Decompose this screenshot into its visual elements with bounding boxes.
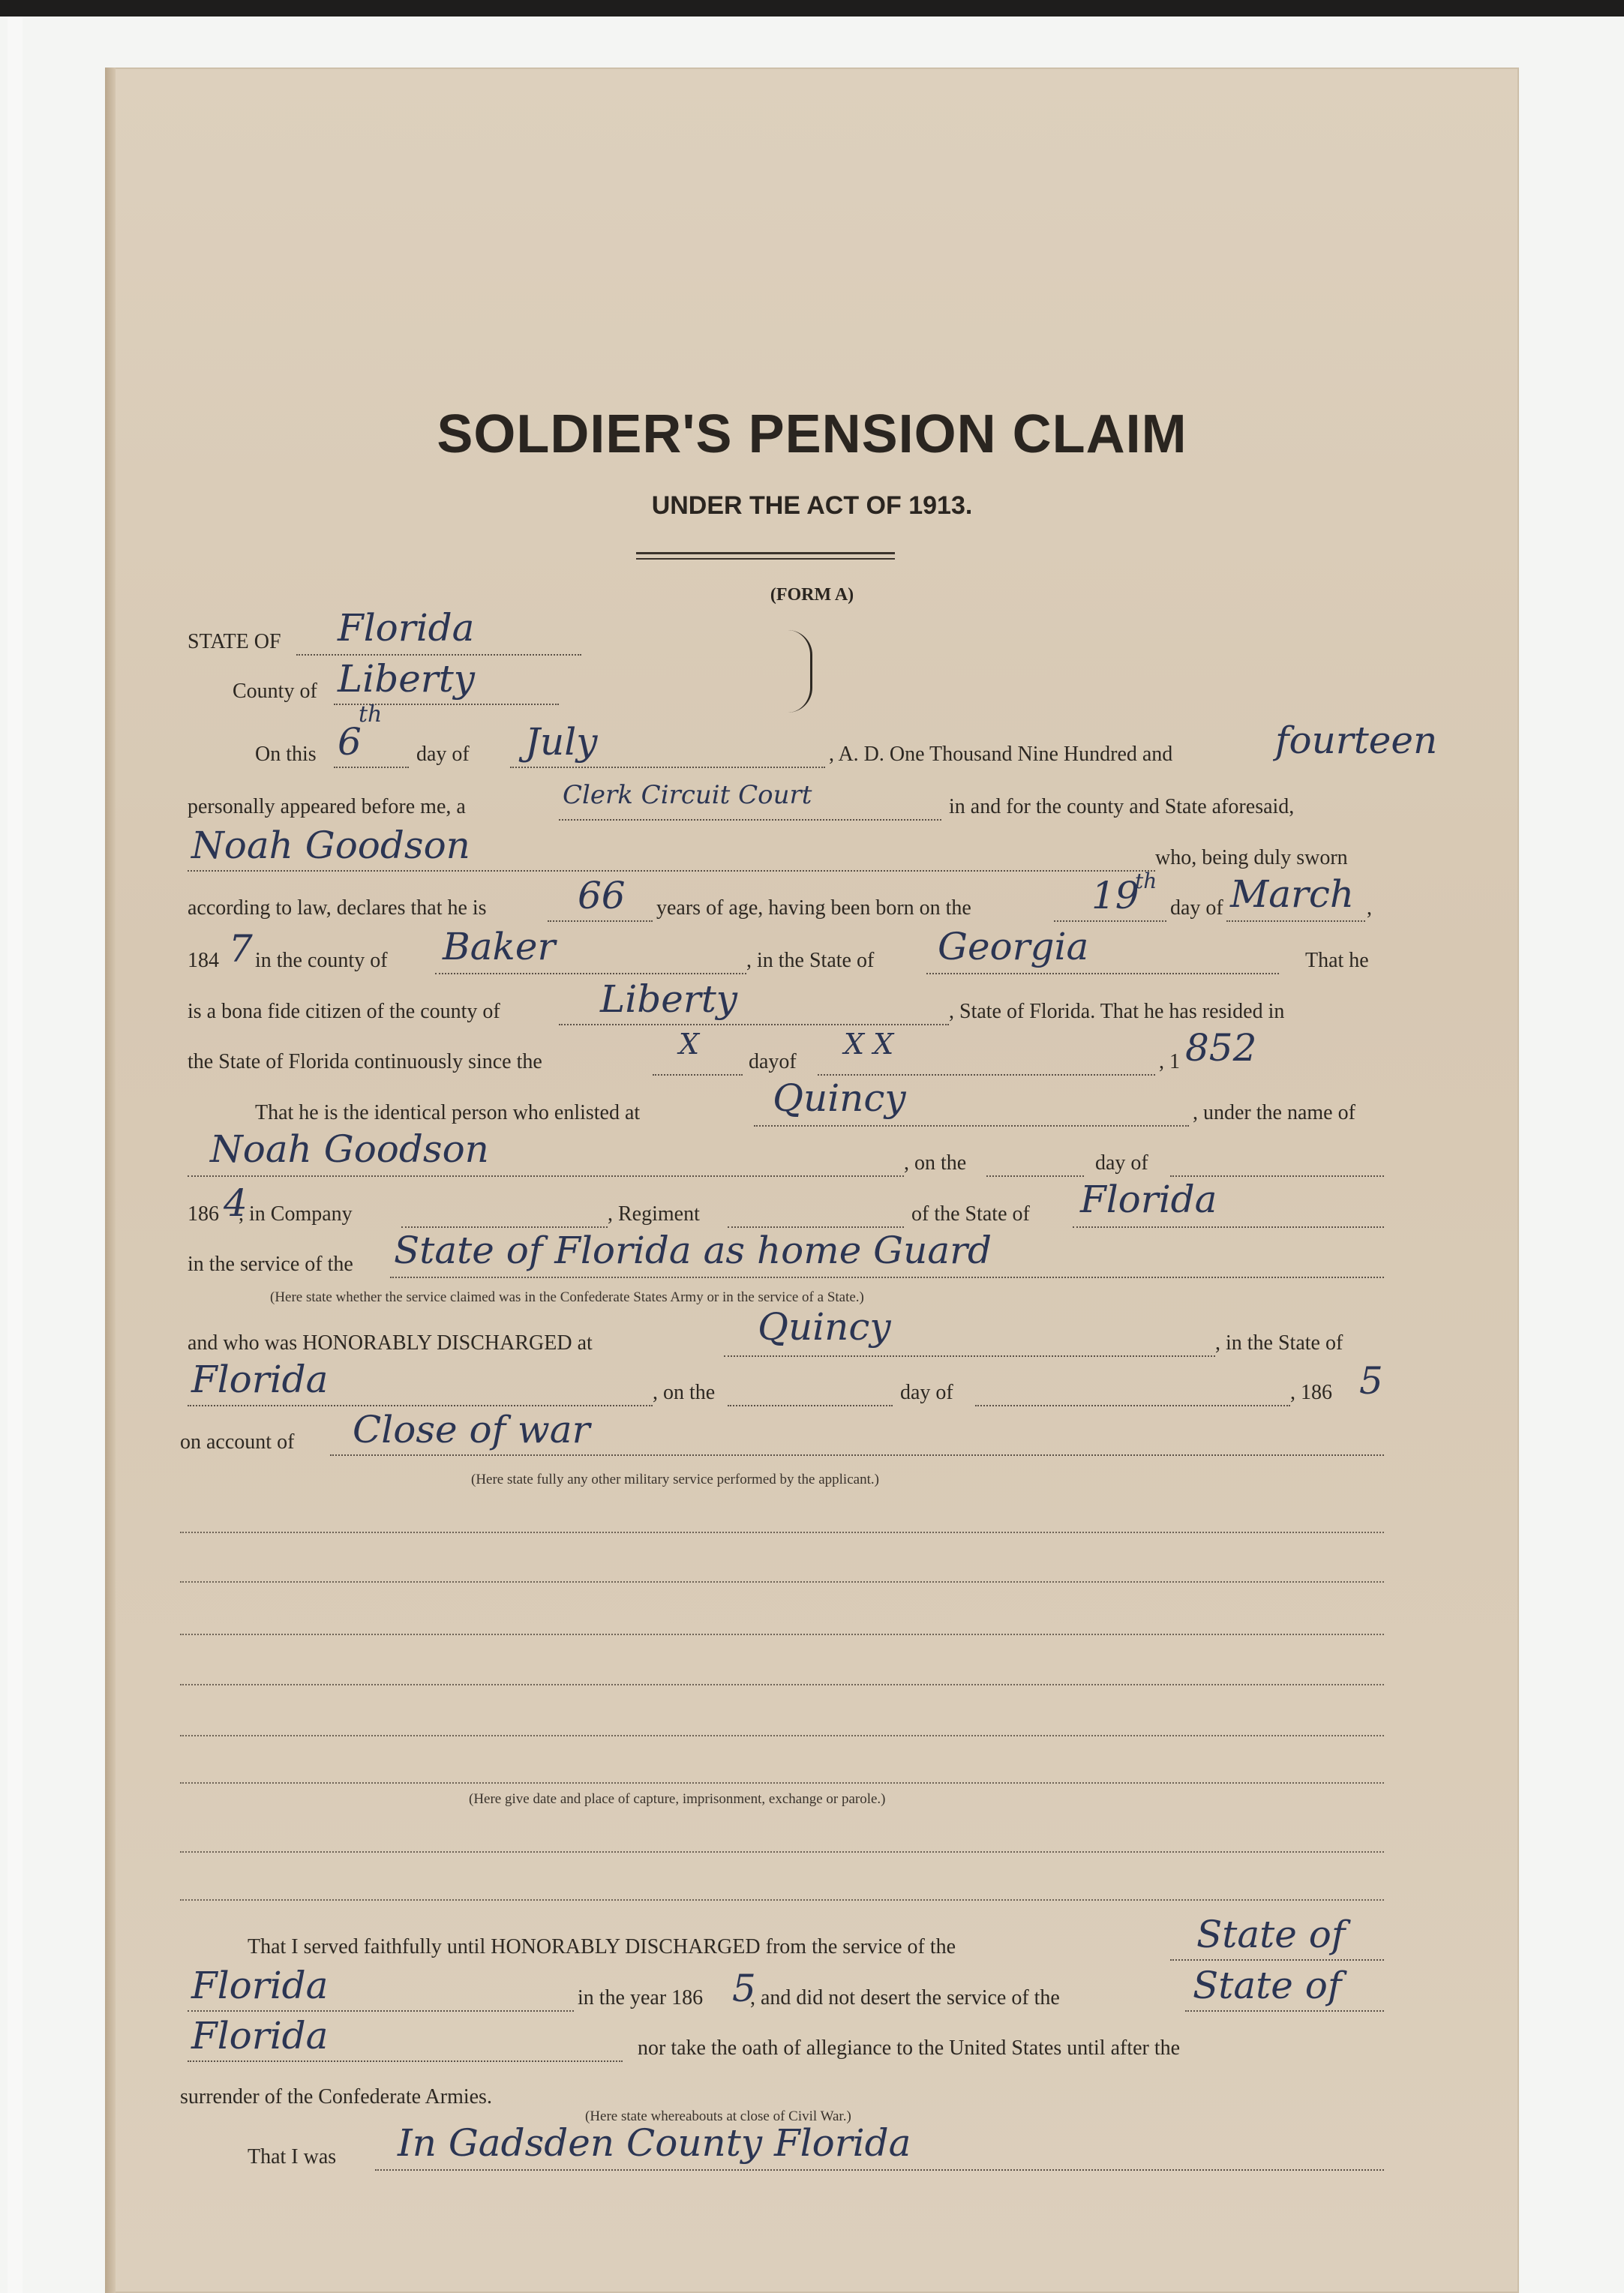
account-of-line <box>330 1454 1384 1456</box>
served-year-digit-value: 5 <box>732 1967 756 2010</box>
birth-comma: , <box>1367 896 1372 920</box>
form-label: (FORM A) <box>770 585 854 605</box>
officer-line <box>559 819 941 821</box>
birth-month-line <box>1226 920 1365 922</box>
in-county-label: in the county of <box>255 949 388 972</box>
discharge-month-line <box>975 1405 1290 1406</box>
nor-oath-text: nor take the oath of allegiance to the United States until after the <box>638 2036 1181 2060</box>
identical-text: That he is the identical person who enlisted at <box>255 1101 641 1124</box>
served-state-2-line <box>188 2010 574 2012</box>
company-line <box>401 1226 608 1228</box>
enlist-month-line <box>1170 1175 1384 1177</box>
in-state-of-text: , in the State of <box>1215 1331 1343 1355</box>
regiment-state-line <box>1073 1226 1384 1228</box>
birth-day-of-label: day of <box>1170 896 1223 920</box>
state-value: Florida <box>338 606 475 650</box>
claimant-name-line <box>188 870 1155 872</box>
on-this-label: On this <box>255 743 317 766</box>
capture-note: (Here give date and place of capture, imprisonment, exchange or parole.) <box>469 1791 886 1807</box>
desert-state-1-value: State of <box>1193 1964 1342 2007</box>
citizen-county-value: Liberty <box>600 977 738 1021</box>
whereabouts-note: (Here state whereabouts at close of Civil War.) <box>585 2108 851 2124</box>
year-184-text: 184 <box>188 949 219 972</box>
citizen-county-line <box>559 1024 949 1025</box>
state-of-label: STATE OF <box>188 630 281 653</box>
enlisted-at-line <box>754 1125 1189 1127</box>
desert-state-2-line <box>188 2060 623 2062</box>
ad-text: , A. D. One Thousand Nine Hundred and <box>829 743 1173 766</box>
day-line <box>334 767 409 768</box>
account-of-value: Close of war <box>353 1408 590 1451</box>
scanner-top-bar <box>0 0 1624 17</box>
blank-line-8 <box>180 1899 1384 1901</box>
comma-year-text: , 1 <box>1159 1050 1180 1073</box>
blank-line-3 <box>180 1634 1384 1635</box>
military-note: (Here state fully any other military service performed by the applicant.) <box>471 1472 879 1487</box>
personally-label: personally appeared before me, a <box>188 795 466 818</box>
discharged-at-value: Quincy <box>758 1305 891 1349</box>
blank-line-4 <box>180 1684 1384 1685</box>
scan-margin <box>8 17 23 2293</box>
that-i-was-text: That I was <box>248 2145 337 2168</box>
since-month-value: X X <box>844 1028 894 1061</box>
who-sworn-text: who, being duly sworn <box>1155 846 1348 869</box>
year-186-text: 186 <box>188 1202 219 1226</box>
blank-line-6 <box>180 1782 1384 1784</box>
in-and-for-text: in and for the county and State aforesaid, <box>949 795 1295 818</box>
county-of-label: County of <box>233 680 317 703</box>
county-value: Liberty <box>338 657 476 701</box>
discharge-day-of-label: day of <box>900 1381 953 1404</box>
under-name-text: , under the name of <box>1193 1101 1355 1124</box>
discharge-state-line <box>188 1405 653 1406</box>
whereabouts-value: In Gadsden County Florida <box>398 2121 911 2165</box>
whereabouts-line <box>375 2169 1384 2171</box>
service-of-line <box>390 1277 1384 1278</box>
served-state-1-line <box>1170 1959 1384 1961</box>
since-day-value: X <box>679 1028 700 1061</box>
dayof-label: dayof <box>749 1050 797 1073</box>
enlist-day-line <box>986 1175 1084 1177</box>
claimant-name-value: Noah Goodson <box>191 824 470 867</box>
month-line <box>510 767 825 768</box>
day-of-label: day of <box>416 743 470 766</box>
birth-day-line <box>1054 920 1166 922</box>
of-state-label: of the State of <box>911 1202 1030 1226</box>
age-value: 66 <box>578 874 626 917</box>
regiment-line <box>728 1226 904 1228</box>
in-service-label: in the service of the <box>188 1253 353 1276</box>
birth-day-value: 19 <box>1091 874 1139 917</box>
birth-county-line <box>435 973 746 974</box>
served-text: That I served faithfully until HONORABLY DISCHARGED from the service of the <box>248 1935 956 1958</box>
company-label: , in Company <box>239 1202 353 1226</box>
desert-state-1-line <box>1185 2010 1384 2012</box>
birth-county-value: Baker <box>443 925 556 968</box>
honorably-text: and who was HONORABLY DISCHARGED at <box>188 1331 593 1355</box>
state-line <box>296 654 581 656</box>
birth-month-value: March <box>1230 872 1355 916</box>
not-desert-text: , and did not desert the service of the <box>750 1986 1060 2009</box>
blank-line-7 <box>180 1851 1384 1853</box>
document-title: SOLDIER'S PENSION CLAIM <box>437 404 1187 464</box>
in-year-text: in the year 186 <box>578 1986 704 2009</box>
since-year-value: 852 <box>1185 1026 1257 1070</box>
continuously-text: the State of Florida continuously since the <box>188 1050 542 1073</box>
since-day-line <box>653 1074 743 1076</box>
birth-state-line <box>926 973 1279 974</box>
bona-fide-text: is a bona fide citizen of the county of <box>188 1000 500 1023</box>
regiment-label: , Regiment <box>608 1202 700 1226</box>
enlisted-name-value: Noah Goodson <box>210 1127 489 1171</box>
officer-value: Clerk Circuit Court <box>563 780 812 810</box>
age-line <box>548 920 653 922</box>
birth-year-digit-value: 7 <box>229 927 253 971</box>
desert-state-2-value: Florida <box>191 2014 329 2057</box>
month-value: July <box>525 720 598 764</box>
birth-day-suffix-value: th <box>1135 869 1157 893</box>
year-word-value: fourteen <box>1275 719 1438 762</box>
enlisted-at-value: Quincy <box>773 1076 906 1120</box>
service-of-value: State of Florida as home Guard <box>394 1229 992 1272</box>
title-rule-top <box>636 552 895 554</box>
in-state-label: , in the State of <box>746 949 875 972</box>
birth-state-value: Georgia <box>938 925 1089 968</box>
page-binding-edge <box>105 68 116 2293</box>
blank-line-5 <box>180 1735 1384 1736</box>
on-the2-label: , on the <box>653 1381 716 1404</box>
discharge-day-line <box>728 1405 893 1406</box>
state-county-brace <box>788 630 812 713</box>
document-subtitle: UNDER THE ACT OF 1913. <box>651 491 973 520</box>
state-resided-text: , State of Florida. That he has resided in <box>949 1000 1285 1023</box>
on-the-label: , on the <box>904 1151 967 1175</box>
discharge-state-value: Florida <box>191 1358 329 1401</box>
service-note: (Here state whether the service claimed was in the Confederate States Army or in the service of a State.) <box>270 1289 864 1305</box>
served-state-2-value: Florida <box>191 1964 329 2007</box>
day-num-value: 6 <box>338 720 362 764</box>
discharge-year-digit-value: 5 <box>1359 1359 1383 1403</box>
discharged-at-line <box>724 1355 1215 1357</box>
according-text: according to law, declares that he is <box>188 896 487 920</box>
years-age-text: years of age, having been born on the <box>656 896 971 920</box>
enlist-day-of-label: day of <box>1095 1151 1148 1175</box>
that-he-text: That he <box>1305 949 1369 972</box>
enlisted-name-line <box>188 1175 904 1177</box>
title-rule-bottom <box>636 558 895 560</box>
on-account-label: on account of <box>180 1430 295 1454</box>
regiment-state-value: Florida <box>1080 1178 1217 1221</box>
served-state-1-value: State of <box>1196 1913 1346 1956</box>
blank-line-2 <box>180 1581 1384 1583</box>
year-186b-text: , 186 <box>1290 1381 1332 1404</box>
blank-line-1 <box>180 1532 1384 1533</box>
enlist-year-digit-value: 4 <box>224 1181 248 1225</box>
day-suffix-value: th <box>359 701 383 728</box>
surrender-text: surrender of the Confederate Armies. <box>180 2085 492 2108</box>
since-month-line <box>818 1074 1155 1076</box>
